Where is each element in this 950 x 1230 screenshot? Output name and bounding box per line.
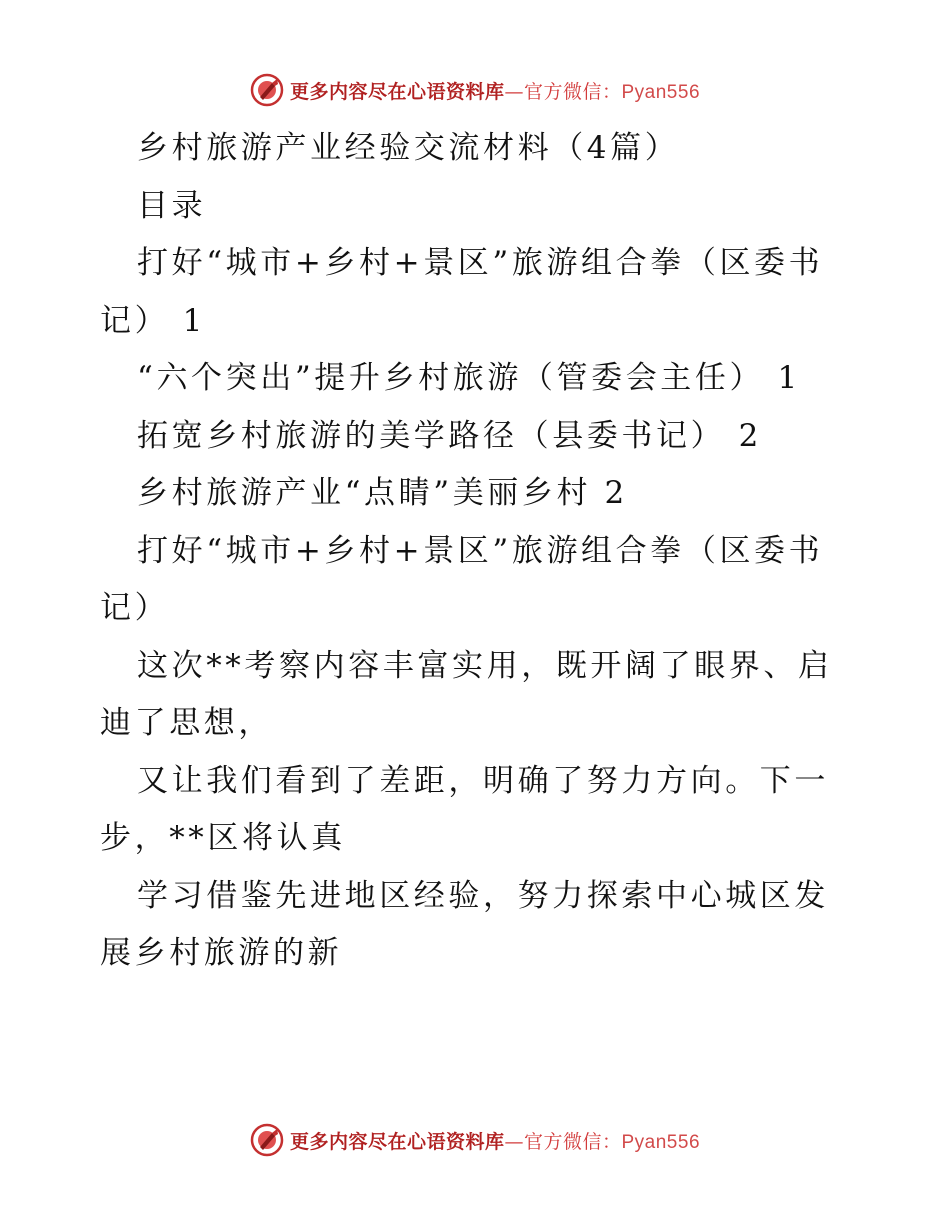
toc-entry-2: “六个突出”提升乡村旅游（管委会主任） 1 [137, 360, 801, 396]
body-paragraph-1: 这次**考察内容丰富实用，既开阔了眼界、启迪了思想， [100, 647, 833, 741]
footer-watermark-inner [250, 1123, 700, 1157]
header-separator: — [504, 80, 524, 103]
body-paragraph-2: 又让我们看到了差距，明确了努力方向。下一步，**区将认真 [100, 762, 829, 856]
toc-entry-1: 打好“城市+乡村+景区”旅游组合拳（区委书记） 1 [100, 245, 824, 339]
footer-watermark-text [290, 1127, 700, 1154]
brand-logo-icon [250, 1123, 284, 1157]
header-watermark-inner [250, 73, 700, 107]
toc-entry-4: 乡村旅游产业“点睛”美丽乡村 2 [137, 475, 628, 511]
header-account-label: 官方微信： [523, 80, 622, 103]
footer-brand: 更多内容尽在心语资料库 [289, 1130, 505, 1153]
footer-account-label: 官方微信： [523, 1130, 622, 1153]
brand-logo-icon [250, 73, 284, 107]
toc-heading: 目录 [137, 187, 207, 224]
header-brand: 更多内容尽在心语资料库 [289, 80, 505, 103]
footer-separator: — [504, 1130, 524, 1153]
document-body [100, 120, 860, 983]
section-heading: 打好“城市+乡村+景区”旅游组合拳（区委书记） [100, 532, 824, 626]
header-watermark [0, 70, 950, 110]
header-watermark-text [290, 77, 700, 104]
toc-entry-3: 拓宽乡村旅游的美学路径（县委书记） 2 [137, 417, 762, 454]
footer-account: Pyan556 [621, 1131, 701, 1153]
body-paragraph-3: 学习借鉴先进地区经验，努力探索中心城区发展乡村旅游的新 [100, 877, 829, 971]
doc-title: 乡村旅游产业经验交流材料（4篇） [137, 130, 680, 166]
footer-watermark [0, 1120, 950, 1160]
header-account: Pyan556 [621, 81, 701, 103]
